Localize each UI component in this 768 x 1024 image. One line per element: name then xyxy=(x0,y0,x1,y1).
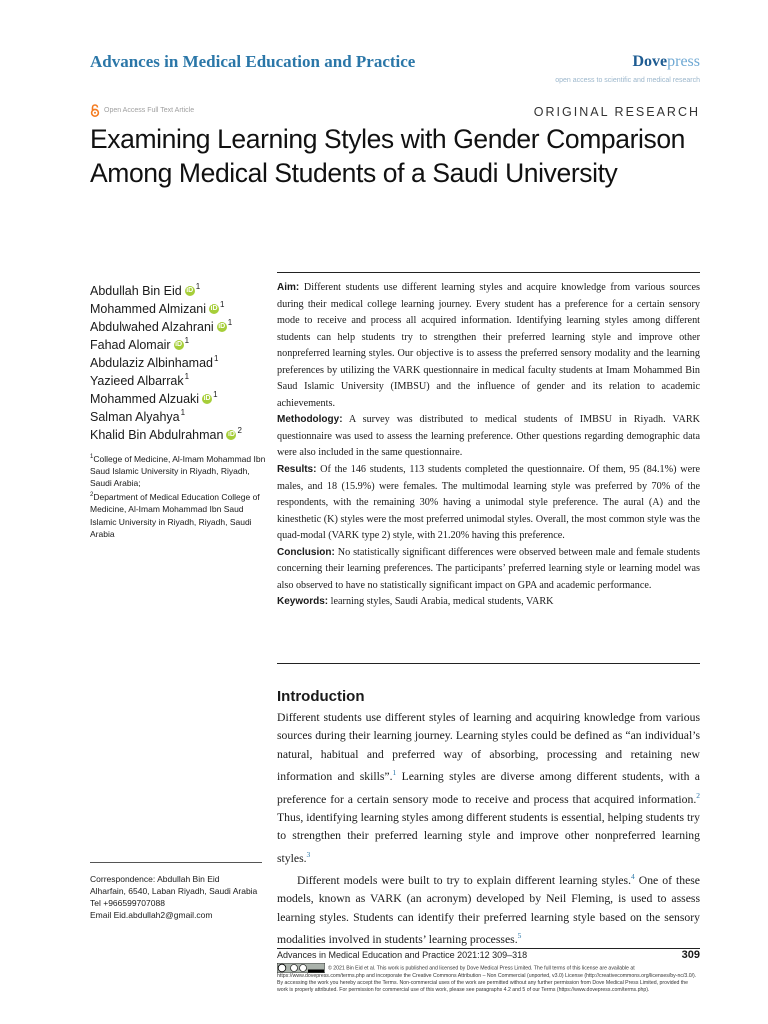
cc-by-nc-license-icon[interactable] xyxy=(277,963,325,973)
author-name: Yazieed Albarrak xyxy=(90,374,184,388)
intro-paragraph xyxy=(277,868,700,949)
author xyxy=(90,372,280,390)
abstract-text: Of the 146 students, 113 students completed the questionnaire. Of them, 95 (84.1%) were males, and 18 (15.9%) were females. The multimodal learning style was preferred by 70% of the respondents, with the remaining 30% having a unimodal style preference. The aural (A) and the kinesthetic (K) styles were the most preferred unimodal styles. Overall, the most common style was the quad-modal (VARK type 2) style, with 21.20% having this preference. xyxy=(277,464,701,542)
affiliation xyxy=(90,451,270,489)
reference-link[interactable]: 5 xyxy=(517,931,522,941)
orcid-icon[interactable]: iD xyxy=(186,287,194,294)
abstract xyxy=(277,280,700,611)
author-affil-ref: 1 xyxy=(213,390,218,399)
intro-text: One of these models, known as VARK (an acronym) developed by Neil Fleming, is used to assess learning styles. Students can identify their preferred learning style based on the sensory modalities involved in students’ learning processes. xyxy=(277,873,700,946)
article-type: ORIGINAL RESEARCH xyxy=(533,105,700,119)
footer-citation: Advances in Medical Education and Practice 2021:12 309–318 xyxy=(277,950,528,960)
author[interactable] xyxy=(90,426,280,444)
abstract-methodology xyxy=(277,412,700,462)
introduction-heading: Introduction xyxy=(277,688,365,705)
author-affil-ref: 2 xyxy=(237,426,242,435)
affiliation-text: College of Medicine, Al-Imam Mohammad Ibn Saud Islamic University in Riyadh, Riyadh, Saudi Arabia; xyxy=(90,453,266,489)
orcid-icon[interactable]: iD xyxy=(210,305,218,312)
license-body: © 2021 Bin Eid et al. This work is published and licensed by Dove Medical Press Limited. The full terms of this license are available at https://www.dovepress.com/terms.php and incorporate the Creative Commons Attribution – Non Commercial (unported, v3.0) License (http://creativecommons.org/licenses/by-nc/3.0/). By accessing the work you hereby accept the Terms. Non-commercial uses of the work are permitted without any further permission from Dove Medical Press Limited, provided the work is properly attributed. For permission for commercial use of this work, please see paragraphs 4.2 and 5 of our Terms (https://www.dovepress.com/terms.php). xyxy=(277,965,697,994)
author-name[interactable]: Abdullah Bin Eid xyxy=(90,284,182,298)
author xyxy=(90,408,280,426)
abstract-bottom-rule xyxy=(277,663,700,664)
affiliation xyxy=(90,489,270,540)
open-access-label: Open Access Full Text Article xyxy=(104,107,195,114)
intro-text: Learning styles are diverse among different students, with a preference for a certain sensory mode to receive and process that acquired information. xyxy=(277,770,700,806)
open-access-row xyxy=(90,104,194,117)
abstract-text: Different students use different learning styles and acquire knowledge from various sources during their medical college learning journey. Every student has a preference for a certain sensory mode to receive and process all acquired information. Identifying learning styles among different students can help students try to strengthen their preferred learning style and improve other nonpreferred learning styles. Our objective is to assess the preferred sensory modality and the learning preferences by utilizing the VARK questionnaire in medical faculty students at Imam Mohammed Bin Saud Islamic University (IMBSU) and the influence of gender and its relation to academic achievements. xyxy=(277,282,700,409)
author-affil-ref: 1 xyxy=(184,336,190,345)
abstract-text: No statistically significant differences were observed between male and female students concerning their learning preferences. The participants’ preferred learning style or learning model was also observed to have no statistically significant impact on GPA and academic performance. xyxy=(277,546,701,591)
author-affil-ref: 1 xyxy=(195,282,201,291)
license-text xyxy=(277,963,700,995)
abstract-label: Results: xyxy=(277,464,317,476)
intro-paragraph xyxy=(277,709,700,868)
author-affil-ref: 1 xyxy=(227,318,233,327)
abstract-aim xyxy=(277,280,700,412)
abstract-label: Methodology: xyxy=(277,414,343,426)
author[interactable] xyxy=(90,336,280,354)
brand-bold: Dove xyxy=(632,53,668,70)
correspondence-rule xyxy=(90,862,262,863)
affiliation-number: 2 xyxy=(90,492,94,499)
page-number: 309 xyxy=(681,949,700,961)
abstract-label: Conclusion: xyxy=(277,546,335,558)
author-name[interactable]: Fahad Alomair xyxy=(90,338,171,352)
correspondence-phone: Tel +966599707088 xyxy=(90,898,165,908)
author-name[interactable]: Khalid Bin Abdulrahman xyxy=(90,428,224,442)
abstract-results xyxy=(277,462,700,545)
author-affil-ref: 1 xyxy=(184,372,190,381)
correspondence xyxy=(90,873,260,921)
author[interactable] xyxy=(90,300,280,318)
journal-title: Advances in Medical Education and Practice xyxy=(90,52,416,71)
orcid-icon[interactable]: iD xyxy=(175,341,183,348)
intro-text: Thus, identifying learning styles among different students is essential, helping students try to strengthen their preferred learning style and improve other nonpreferred learning styles. xyxy=(277,810,700,865)
author-name[interactable]: Mohammed Alzuaki xyxy=(90,392,200,406)
abstract-text: learning styles, Saudi Arabia, medical students, VARK xyxy=(330,596,554,608)
author-name: Abdulaziz Albinhamad xyxy=(90,356,213,370)
author-name[interactable]: Abdulwahed Alzahrani xyxy=(90,320,214,334)
brand-light: press xyxy=(667,53,700,70)
author-affil-ref: 1 xyxy=(220,300,225,309)
abstract-label: Keywords: xyxy=(277,596,329,608)
correspondence-email[interactable]: Email Eid.abdullah2@gmail.com xyxy=(90,910,213,920)
affiliations xyxy=(90,451,270,540)
reference-link[interactable]: 1 xyxy=(392,768,397,778)
article-title: Examining Learning Styles with Gender Comparison Among Medical Students of a Saudi University xyxy=(90,124,686,188)
author-affil-ref: 1 xyxy=(214,354,219,363)
intro-text: Different students use different styles of learning and acquiring knowledge from various sources during their learning journey. Learning styles could be defined as “an individual’s natural, habitual and preferred way of absorbing, processing and retaining new information and skills”. xyxy=(277,711,700,784)
abstract-top-rule xyxy=(277,272,700,273)
correspondence-name: Correspondence: Abdullah Bin Eid xyxy=(90,874,220,884)
reference-link[interactable]: 3 xyxy=(306,849,311,859)
abstract-keywords xyxy=(277,594,700,611)
introduction-body xyxy=(277,709,700,949)
correspondence-address: Alharfain, 6540, Laban Riyadh, Saudi Arabia xyxy=(90,886,258,896)
abstract-label: Aim: xyxy=(277,282,300,293)
footer-rule xyxy=(277,948,700,949)
abstract-text: A survey was distributed to medical students of IMBSU in Riyadh. VARK questionnaire was used to assess the learning preference. Other questions regarding demographic data were also included in the same questionnaire. xyxy=(277,414,700,459)
orcid-icon[interactable]: iD xyxy=(227,431,235,438)
abstract-conclusion xyxy=(277,545,700,595)
orcid-icon[interactable]: iD xyxy=(203,395,211,402)
dovepress-logo xyxy=(632,53,700,71)
affiliation-number: 1 xyxy=(90,454,94,460)
affiliation-text: Department of Medical Education College of Medicine, Al-Imam Mohammad Ibn Saud Islamic University in Riyadh, Riyadh, Saudi Arabia xyxy=(90,492,260,539)
author-list xyxy=(90,282,280,444)
open-access-icon xyxy=(90,104,100,117)
author[interactable] xyxy=(90,282,280,300)
reference-link[interactable]: 2 xyxy=(696,790,700,800)
author-affil-ref: 1 xyxy=(180,408,186,417)
author-name[interactable]: Mohammed Almizani xyxy=(90,302,207,316)
author-name: Salman Alyahya xyxy=(90,410,180,424)
reference-link[interactable]: 4 xyxy=(631,871,635,881)
brand-tagline: open access to scientific and medical research xyxy=(555,77,700,84)
intro-text: Different models were built to try to explain different learning styles. xyxy=(297,873,631,887)
orcid-icon[interactable]: iD xyxy=(218,323,226,330)
